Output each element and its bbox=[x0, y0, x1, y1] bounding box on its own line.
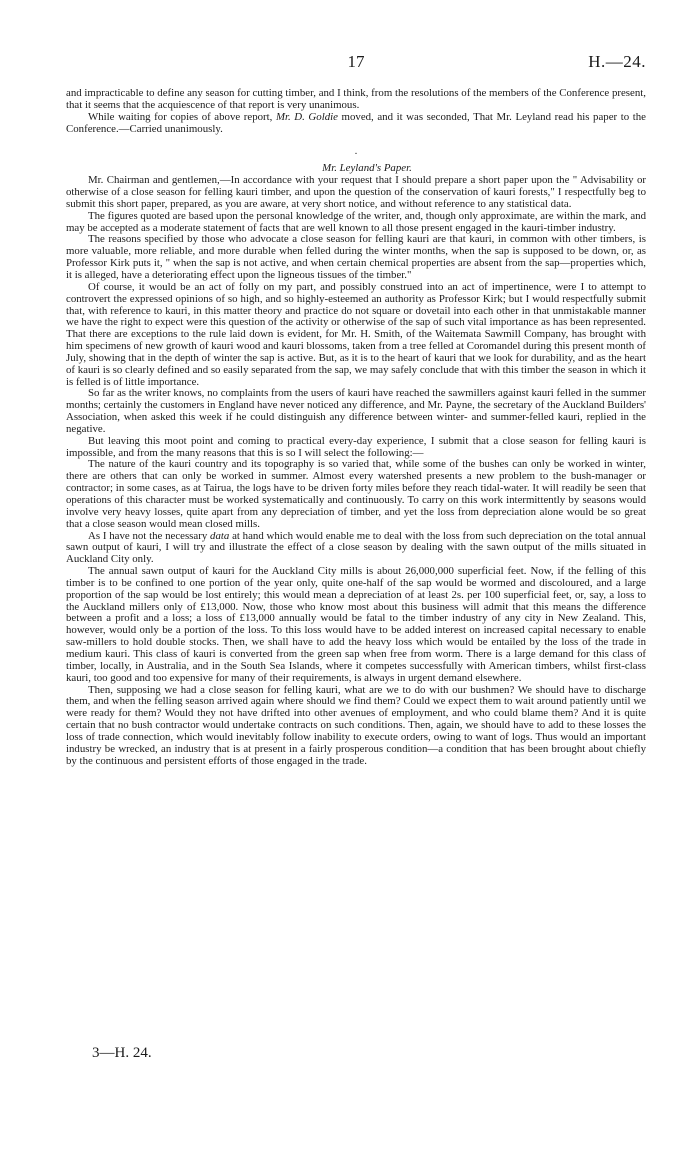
paper-paragraph-10: Then, supposing we had a close season for felling kauri, what are we to do with our bushmen? We should have to discharge them, and when the felling season arrived again where should we find them? Could we expect them to wait around patiently until we were ready for them? Would they not have drifted into other avenues of employment, and who could blame them? And it is quite certain that no bush contractor would undertake contracts on such conditions. Then, again, we should have to add to these losses the loss of trade connection, which would inevitably follow inability to execute orders, owing to want of logs. Thus would an important industry be wrecked, an industry that is at present in a fairly prosperous condition—a condition that has been brought about chiefly by the continuous and persistent efforts of those engaged in the trade. bbox=[66, 683, 646, 767]
intro-paragraph-1: and impracticable to define any season for cutting timber, and I think, from the resolutions of the members of the Conference present, that it seems that the acquiescence of that report is very unanimous. bbox=[66, 87, 646, 111]
intro-paragraph-2 bbox=[66, 112, 646, 136]
paper-paragraph-8 bbox=[66, 531, 646, 567]
paper-paragraph-3: The reasons specified by those who advocate a close season for felling kauri are that kauri, in common with other timbers, is more valuable, more reliable, and more durable when felled during the winter months, when the sap is supposed to be down, or, as Professor Kirk puts it, " when the sap is not active, and when certain chemical properties are absent from the sap—properties which, it is alleged, have a deteriorating effect upon the ligneous tissues of the timber." bbox=[66, 233, 646, 281]
paper-paragraph-7: The nature of the kauri country and its topography is so varied that, while some of the bushes can only be worked in winter, there are others that can only be worked in summer. Almost every watershed presents a new problem to the bush-manager or contractor; in some cases, as at Tairua, the logs have to be driven forty miles before they reach tidal-water. It will readily be seen that operations of this character must be worked systematically and continuously. To carry on this work intermittently by seasons would involve very heavy losses, quite apart from any depreciation of timber, and yet the loss from depreciation alone would be so great that a close season would mean closed mills. bbox=[66, 458, 646, 530]
paper-paragraph-9: The annual sawn output of kauri for the Auckland City mills is about 26,000,000 superficial feet. Now, if the felling of this timber is to be confined to one portion of the year only, quite one-half of the sap would be wormed and discoloured, and a large proportion of the sap would be lost entirely; this would mean a depreciation of at least 2s. per 100 superficial feet, or, say, a loss to the Auckland millers only of £13,000. Now, those who know most about this business will admit that this means the difference between a profit and a loss; a loss of £13,000 annually would be fatal to the timber industry of any city in New Zealand. This, however, would only be a portion of the loss. To this loss would have to be added interest on increased capital necessary to enable saw-millers to hold double stocks. Then, we shall have to add the heavy loss which would be entailed by the loss of the trade in medium kauri. This class of kauri is converted from the green sap when free from worm. There is a large demand for this class of timber, locally, in Australia, and in the South Sea Islands, where it competes successfully with American timbers, whilst first-class kauri, too good and too expensive for many of their requirements, is always in urgent demand elsewhere. bbox=[66, 565, 646, 684]
page-header bbox=[66, 52, 646, 76]
page-number: 17 bbox=[347, 52, 365, 71]
speaker-name: Mr. D. Goldie bbox=[275, 110, 338, 123]
section-title: Mr. Leyland's Paper. bbox=[322, 162, 412, 175]
paragraph-text-pre: As I have not the necessary bbox=[88, 529, 211, 542]
document-reference: H.—24. bbox=[588, 52, 646, 71]
signature-mark: 3—H. 24. bbox=[92, 1045, 152, 1061]
section-separator: . bbox=[354, 146, 358, 158]
page-body bbox=[66, 88, 646, 767]
paper-paragraph-1: Mr. Chairman and gentlemen,—In accordance with your request that I should prepare a short paper upon the " Advisability or otherwise of a close season for felling kauri timber, and upon the question of the conservation of kauri forests," I respectfully beg to submit this short paper, prepared, as you are aware, at very short notice, and without reference to any statistical data. bbox=[66, 174, 646, 210]
paper-paragraph-2: The figures quoted are based upon the personal knowledge of the writer, and, though only approximate, are within the mark, and may be accepted as a moderate statement of facts that are well known to all those present engaged in the kauri-timber industry. bbox=[66, 209, 646, 234]
paragraph-text-post: at hand which would enable me to deal with the loss from such depreciation on the total annual sawn output of kauri, I will try and illustrate the effect of a close season by dealing with the sawn output of the mills situated in Auckland City only. bbox=[66, 529, 646, 566]
emphasis-data: data bbox=[210, 529, 230, 542]
intro-text-post: moved, and it was seconded, That Mr. Leyland read his paper to the Conference.—Carried unanimously. bbox=[66, 110, 646, 135]
intro-text-pre: While waiting for copies of above report, bbox=[88, 110, 276, 123]
paper-paragraph-4: Of course, it would be an act of folly on my part, and possibly construed into an act of impertinence, were I to attempt to controvert the expressed opinions of so high, and so highly-esteemed an authority as Professor Kirk; but I would respectfully submit that, with reference to kauri, in this matter theory and practice do not square or dovetail into each other in that unmistakable manner we have the right to expect were this question of the activity or otherwise of the sap of such vital importance as has been represented. That there are exceptions to the rule laid down is evident, for Mr. H. Smith, of the Waitemata Sawmill Company, has brought with him specimens of new growth of kauri wood and kauri blossoms, taken from a tree felled at Coromandel during this present month of July, showing that in the depth of winter the sap is active. But, as it is to the heart of kauri that we look for durability, and as the heart of kauri is so clearly defined and so easily separated from the sap, we may safely conclude that with this timber the season in which it is felled is of little importance. bbox=[66, 280, 646, 388]
paper-paragraph-6: But leaving this moot point and coming to practical every-day experience, I submit that a close season for felling kauri is impossible, and from the many reasons that this is so I will select the following:— bbox=[66, 434, 646, 459]
paper-paragraph-5: So far as the writer knows, no complaints from the users of kauri have reached the sawmillers against kauri felled in the summer months; certainly the customers in England have never noticed any difference, and Mr. Payne, the secretary of the Auckland Builders' Association, when asked this week if he could distinguish any difference between winter- and summer-felled kauri, replied in the negative. bbox=[66, 387, 646, 435]
